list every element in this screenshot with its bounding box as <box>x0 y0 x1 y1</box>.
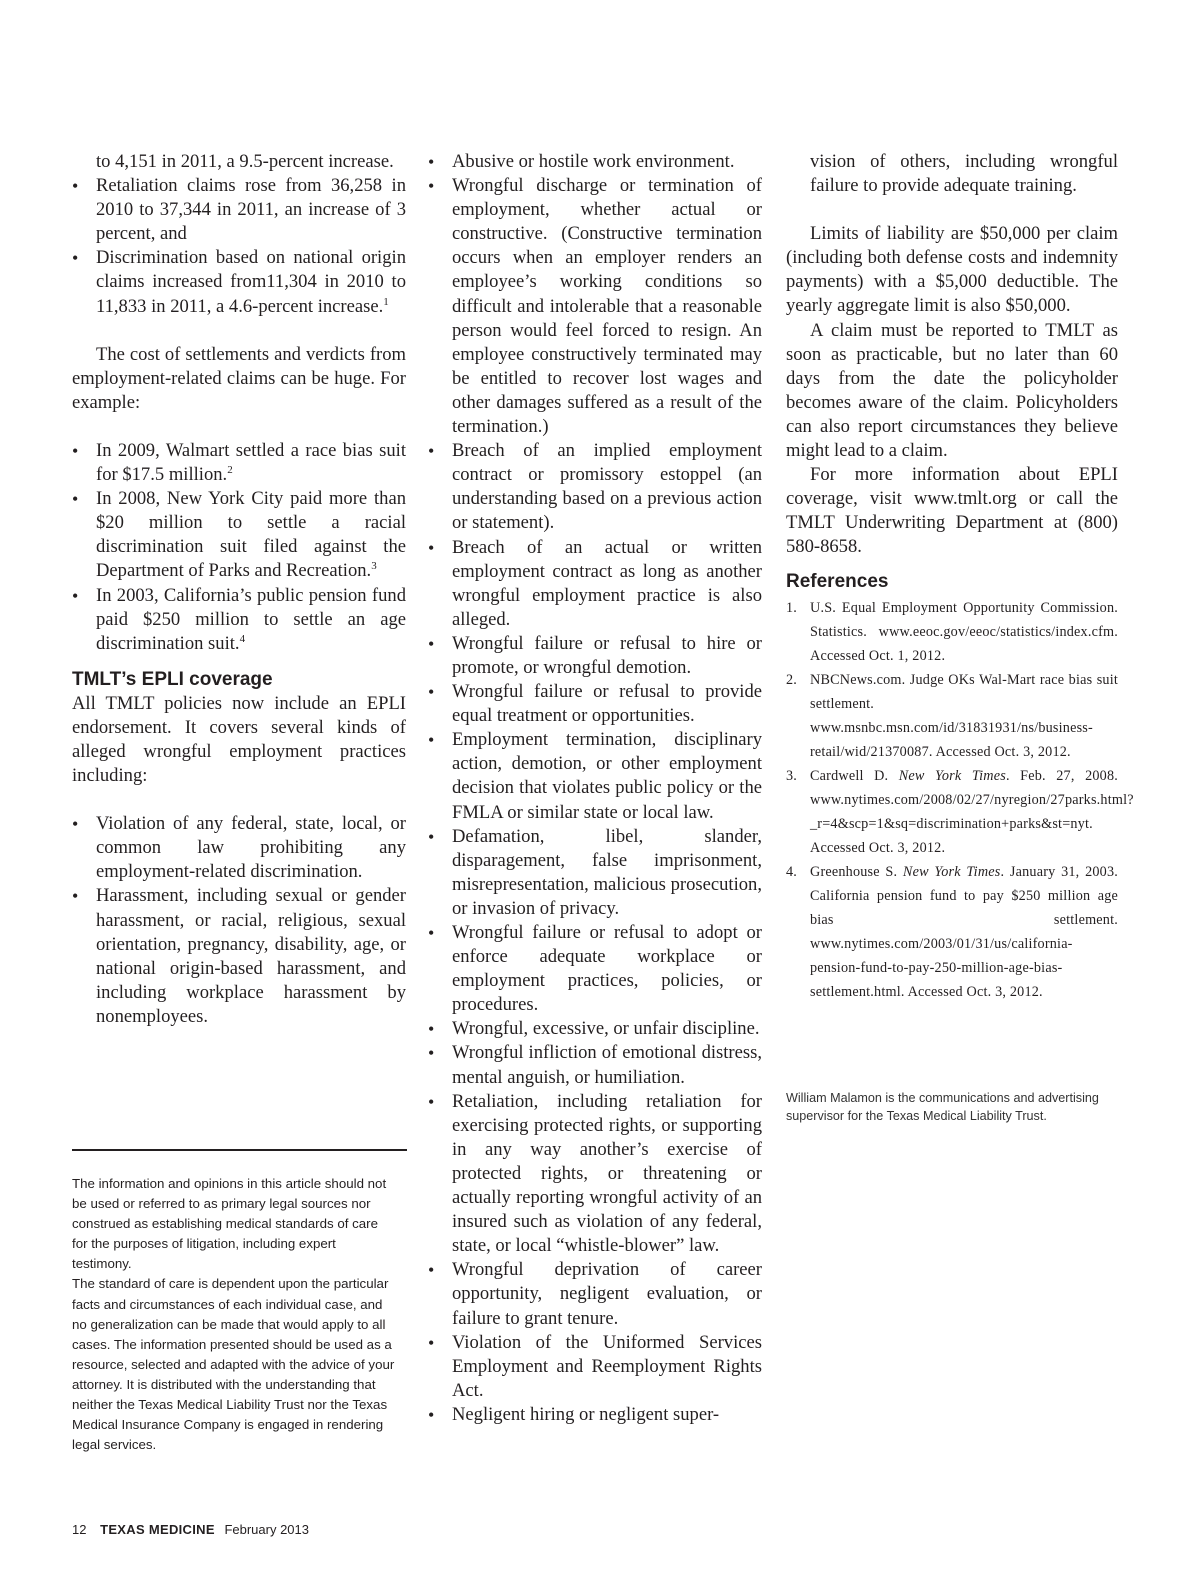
reporting-paragraph: A claim must be reported to TMLT as soon as practicable, but no later than 60 days from the date the policyholder becomes aware of the claim. Policyholders can also report circumstances they believe might lead to a claim. <box>786 319 1118 462</box>
list-item: • Discrimination based on national origin claims increased from11,304 in 2010 to 11,833 in 2011, a 4.6-percent increase.$^1$ <box>72 246 406 318</box>
disclaimer <box>72 1174 397 1455</box>
list-item: • Violation of any federal, state, local, or common law prohibiting any employment-related discrimination. <box>72 812 406 884</box>
info-paragraph: For more information about EPLI coverage, visit www.tmlt.org or call the TMLT Underwriting Department at (800) 580-8658. <box>786 464 1118 558</box>
list-item: • In 2003, California’s public pension fund paid $250 million to settle an age discrimination suit.$^4$ <box>72 584 406 656</box>
examples-list <box>72 439 406 656</box>
divider <box>72 1149 407 1151</box>
list-item: • In 2009, Walmart settled a race bias suit for $17.5 million.$^2$ <box>72 439 406 487</box>
list-item: • In 2008, New York City paid more than $20 million to settle a racial discrimination suit filed against the Department of Parks and Recreation.$^3$ <box>72 487 406 583</box>
footnote-ref: 1 <box>383 295 389 308</box>
list-item: • Breach of an implied employment contract or promissory estoppel (an understanding based on a previous action or statement). <box>428 439 762 535</box>
disclaimer-p2: The standard of care is dependent upon the particular facts and circumstances of each individual case, and no generalization can be made that would apply to all cases. The information presented should be used as a resource, selected and adapted with the advice of your attorney. It is distributed with the understanding that neither the Texas Medical Liability Trust nor the Texas Medical Insurance Company is engaged in rendering legal services. <box>72 1276 395 1453</box>
reference-item: 2. NBCNews.com. Judge OKs Wal-Mart race bias suit settlement. www.msnbc.msn.com/id/31831931/ns/business-retail/wid/21370087. Accessed Oct. 3, 2012. <box>786 671 1118 760</box>
column-right <box>786 150 1134 1004</box>
footnote-ref: 3 <box>371 560 377 573</box>
reference-item: 1. U.S. Equal Employment Opportunity Commission. Statistics. www.eeoc.gov/eeoc/statistics/index.cfm. Accessed Oct. 1, 2012. <box>786 599 1118 664</box>
list-item: • Wrongful failure or refusal to provide equal treatment or opportunities. <box>428 680 762 728</box>
magazine-name: TEXAS MEDICINE <box>100 1522 215 1537</box>
column-middle <box>428 150 762 1427</box>
list-item: • Retaliation, including retaliation for exercising protected rights, or supporting in any way another’s exercise of protected rights, or threatening or actually reporting wrongful activity of an insured such as violation of any federal, state, or local “whistle-blower” law. <box>428 1090 762 1259</box>
references-heading: References <box>786 570 889 592</box>
section-heading: TMLT’s EPLI coverage <box>72 668 273 690</box>
list-item: • Violation of the Uniformed Services Employment and Reemployment Rights Act. <box>428 1331 762 1403</box>
issue-date: February 2013 <box>224 1522 309 1537</box>
list-item: • Wrongful failure or refusal to hire or promote, or wrongful demotion. <box>428 632 762 680</box>
list-item: • Wrongful failure or refusal to adopt or enforce adequate workplace or employment practices, policies, or procedures. <box>428 921 762 1017</box>
practices-list <box>428 150 762 1427</box>
coverage-list <box>72 812 406 1029</box>
author-bio: William Malamon is the communications and advertising supervisor for the Texas Medical Liability Trust. <box>786 1091 1099 1123</box>
continuation: vision of others, including wrongful failure to provide adequate training. <box>810 151 1118 197</box>
list-item: • Employment termination, disciplinary action, demotion, or other employment decision that violates public policy or the FMLA or similar state or local law. <box>428 728 762 824</box>
page-footer <box>72 1522 309 1537</box>
intro-continuation: to 4,151 in 2011, a 9.5-percent increase. <box>96 151 394 172</box>
coverage-paragraph: All TMLT policies now include an EPLI endorsement. It covers several kinds of alleged wrongful employment practices including: <box>72 692 406 787</box>
reference-item: 4. Greenhouse S. New York Times. January 31, 2003. California pension fund to pay $250 million age bias settlement. www.nytimes.com/2003/01/31/us/california-pension-fund-to-pay-250-million-age-bias-settlement.html. Accessed Oct. 3, 2012. <box>786 863 1118 1000</box>
list-item: • Defamation, libel, slander, disparagement, false imprisonment, misrepresentation, malicious prosecution, or invasion of privacy. <box>428 825 762 921</box>
list-item: • Retaliation claims rose from 36,258 in 2010 to 37,344 in 2011, an increase of 3 percent, and <box>72 174 406 246</box>
list-item: • Wrongful deprivation of career opportunity, negligent evaluation, or failure to grant tenure. <box>428 1258 762 1330</box>
list-item: • Breach of an actual or written employment contract as long as another wrongful employment practice is also alleged. <box>428 536 762 632</box>
cost-paragraph: The cost of settlements and verdicts from employment-related claims can be huge. For example: <box>72 343 406 413</box>
list-item: • Harassment, including sexual or gender harassment, or racial, religious, sexual orientation, pregnancy, disability, age, or national origin-based harassment, and including workplace harassment by nonemployees. <box>72 884 406 1029</box>
references-list <box>786 596 1134 1004</box>
list-item: • Abusive or hostile work environment. <box>428 150 762 174</box>
list-item: • Wrongful discharge or termination of employment, whether actual or constructive. (Constructive termination occurs when an employer renders an employee’s working conditions so difficult and intolerable that a reasonable person would feel forced to resign. An employee constructively terminated may be entitled to recover lost wages and other damages suffered as a result of the termination.) <box>428 174 762 439</box>
stats-list <box>72 174 406 319</box>
column-left <box>72 150 406 1029</box>
footnote-ref: 4 <box>239 632 246 645</box>
limits-paragraph: Limits of liability are $50,000 per claim (including both defense costs and indemnity payments) with a $5,000 deductible. The yearly aggregate limit is also $50,000. <box>786 223 1118 317</box>
reference-item: 3. Cardwell D. New York Times. Feb. 27, 2008. www.nytimes.com/2008/02/27/nyregion/27parks.html?_r=4&scp=1&sq=discrimination+parks&st=nyt. Accessed Oct. 3, 2012. <box>786 767 1134 856</box>
list-item: • Negligent hiring or negligent super- <box>428 1403 762 1427</box>
footnote-ref: 2 <box>227 463 233 476</box>
page-number: 12 <box>72 1522 87 1537</box>
list-item: • Wrongful infliction of emotional distress, mental anguish, or humiliation. <box>428 1041 762 1089</box>
disclaimer-p1: The information and opinions in this article should not be used or referred to as primary legal sources nor construed as establishing medical standards of care for the purposes of litigation, including expert testimony. <box>72 1176 387 1272</box>
list-item: • Wrongful, excessive, or unfair discipline. <box>428 1017 762 1041</box>
